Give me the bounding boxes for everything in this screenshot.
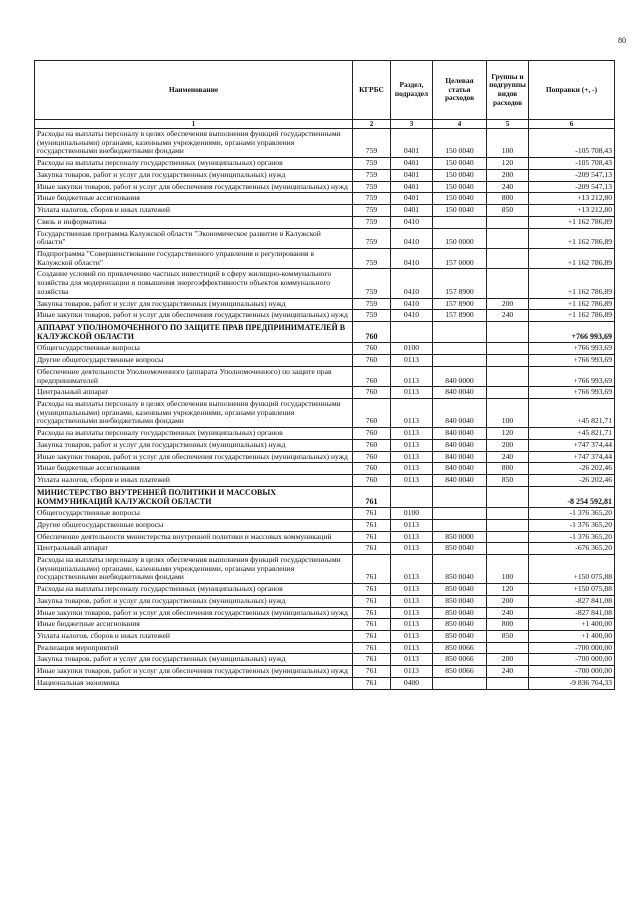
cell-name: Государственная программа Калужской области "Экономическое развитие в Калужской области": [35, 228, 353, 248]
cell-target-article: 850 0000: [433, 531, 487, 543]
table-row: [35, 607, 615, 619]
table-row: [35, 451, 615, 463]
cell-target-article: 150 0040: [433, 158, 487, 170]
table-row: [35, 543, 615, 555]
table-row: [35, 584, 615, 596]
table-row: [35, 205, 615, 217]
col-number: 3: [391, 120, 433, 129]
table-body: [35, 129, 615, 690]
cell-expense-group: 800: [487, 619, 529, 631]
cell-amendment: +13 212,80: [529, 205, 615, 217]
cell-kgrbs: 759: [353, 269, 391, 298]
cell-kgrbs: 760: [353, 463, 391, 475]
col-number: 4: [433, 120, 487, 129]
cell-amendment: -827 841,08: [529, 607, 615, 619]
cell-kgrbs: 759: [353, 181, 391, 193]
cell-kgrbs: 761: [353, 519, 391, 531]
col-header-kgrbs: КГРБС: [353, 61, 391, 120]
cell-target-article: 850 0066: [433, 654, 487, 666]
cell-expense-group: [487, 531, 529, 543]
page-number: 80: [618, 36, 626, 45]
cell-kgrbs: 761: [353, 677, 391, 689]
cell-amendment: +1 162 786,89: [529, 216, 615, 228]
cell-target-article: 840 0040: [433, 451, 487, 463]
cell-section: 0113: [391, 531, 433, 543]
table-row: [35, 169, 615, 181]
cell-section: [391, 486, 433, 507]
cell-target-article: 840 0040: [433, 463, 487, 475]
cell-section: 0113: [391, 654, 433, 666]
cell-amendment: -1 376 365,20: [529, 531, 615, 543]
col-number: 2: [353, 120, 391, 129]
cell-name: Расходы на выплаты персоналу государственных (муниципальных) органов: [35, 584, 353, 596]
cell-kgrbs: 759: [353, 298, 391, 310]
cell-kgrbs: 761: [353, 543, 391, 555]
cell-amendment: +766 993,69: [529, 343, 615, 355]
cell-expense-group: 240: [487, 310, 529, 322]
table-row: [35, 595, 615, 607]
cell-section: 0113: [391, 543, 433, 555]
cell-kgrbs: 761: [353, 607, 391, 619]
table-row: [35, 193, 615, 205]
cell-kgrbs: 761: [353, 654, 391, 666]
cell-kgrbs: 759: [353, 310, 391, 322]
cell-kgrbs: 760: [353, 428, 391, 440]
cell-kgrbs: 761: [353, 584, 391, 596]
cell-expense-group: 200: [487, 595, 529, 607]
cell-name: Центральный аппарат: [35, 387, 353, 399]
table-row: [35, 486, 615, 507]
cell-amendment: +45 821,71: [529, 398, 615, 427]
cell-expense-group: 200: [487, 298, 529, 310]
cell-target-article: [433, 508, 487, 520]
table-row: [35, 269, 615, 298]
cell-expense-group: [487, 228, 529, 248]
cell-amendment: +1 400,00: [529, 619, 615, 631]
cell-amendment: +747 374,44: [529, 451, 615, 463]
cell-kgrbs: 760: [353, 474, 391, 486]
cell-section: 0113: [391, 607, 433, 619]
cell-kgrbs: 761: [353, 554, 391, 583]
cell-section: 0410: [391, 248, 433, 268]
col-header-section: Раздел, подраздел: [391, 61, 433, 120]
cell-section: 0401: [391, 158, 433, 170]
cell-expense-group: [487, 677, 529, 689]
cell-amendment: +766 993,69: [529, 355, 615, 367]
budget-table: [34, 60, 615, 690]
cell-kgrbs: 760: [353, 343, 391, 355]
cell-target-article: 850 0040: [433, 543, 487, 555]
col-header-name: Наименование: [35, 61, 353, 120]
cell-amendment: -1 376 365,20: [529, 519, 615, 531]
cell-amendment: -1 376 365,20: [529, 508, 615, 520]
cell-section: 0113: [391, 474, 433, 486]
table-row: [35, 508, 615, 520]
cell-target-article: 150 0040: [433, 193, 487, 205]
cell-expense-group: 100: [487, 554, 529, 583]
cell-target-article: [433, 355, 487, 367]
cell-expense-group: [487, 387, 529, 399]
cell-section: 0113: [391, 519, 433, 531]
cell-expense-group: 240: [487, 666, 529, 678]
cell-expense-group: 850: [487, 474, 529, 486]
cell-section: 0410: [391, 228, 433, 248]
cell-amendment: +1 162 786,89: [529, 248, 615, 268]
cell-kgrbs: 760: [353, 387, 391, 399]
table-row: [35, 387, 615, 399]
cell-target-article: 840 0040: [433, 387, 487, 399]
cell-expense-group: 100: [487, 129, 529, 158]
table-row: [35, 463, 615, 475]
cell-section: 0113: [391, 595, 433, 607]
cell-name: Расходы на выплаты персоналу государственных (муниципальных) органов: [35, 428, 353, 440]
table-row: [35, 181, 615, 193]
cell-name: Закупка товаров, работ и услуг для государственных (муниципальных) нужд: [35, 169, 353, 181]
cell-name: Реализация мероприятий: [35, 642, 353, 654]
cell-expense-group: 200: [487, 654, 529, 666]
cell-target-article: [433, 677, 487, 689]
cell-kgrbs: 759: [353, 129, 391, 158]
col-number: 1: [35, 120, 353, 129]
cell-amendment: -26 202,46: [529, 474, 615, 486]
cell-kgrbs: 761: [353, 595, 391, 607]
cell-expense-group: [487, 321, 529, 342]
cell-target-article: 850 0066: [433, 666, 487, 678]
cell-target-article: [433, 321, 487, 342]
cell-expense-group: 240: [487, 607, 529, 619]
cell-target-article: 840 0040: [433, 428, 487, 440]
cell-kgrbs: 761: [353, 642, 391, 654]
cell-amendment: +1 162 786,89: [529, 310, 615, 322]
table-row: [35, 355, 615, 367]
cell-name: Общегосударственные вопросы: [35, 343, 353, 355]
cell-kgrbs: 760: [353, 366, 391, 386]
cell-kgrbs: 759: [353, 158, 391, 170]
cell-expense-group: 240: [487, 181, 529, 193]
cell-amendment: +150 075,88: [529, 554, 615, 583]
cell-amendment: -700 000,00: [529, 642, 615, 654]
cell-kgrbs: 759: [353, 193, 391, 205]
table-row: [35, 554, 615, 583]
cell-name: Закупка товаров, работ и услуг для государственных (муниципальных) нужд: [35, 654, 353, 666]
cell-kgrbs: 760: [353, 439, 391, 451]
cell-name: Другие общегосударственные вопросы: [35, 519, 353, 531]
cell-section: 0401: [391, 129, 433, 158]
cell-name: АППАРАТ УПОЛНОМОЧЕННОГО ПО ЗАЩИТЕ ПРАВ ПРЕДПРИНИМАТЕЛЕЙ В КАЛУЖСКОЙ ОБЛАСТИ: [35, 321, 353, 342]
cell-name: Уплата налогов, сборов и иных платежей: [35, 205, 353, 217]
cell-kgrbs: 759: [353, 205, 391, 217]
cell-name: Иные бюджетные ассигнования: [35, 619, 353, 631]
cell-amendment: -209 547,13: [529, 169, 615, 181]
cell-kgrbs: 760: [353, 398, 391, 427]
table-row: [35, 343, 615, 355]
cell-amendment: -9 836 764,33: [529, 677, 615, 689]
cell-section: 0100: [391, 343, 433, 355]
table-row: [35, 677, 615, 689]
cell-name: Общегосударственные вопросы: [35, 508, 353, 520]
cell-expense-group: [487, 543, 529, 555]
cell-section: 0410: [391, 310, 433, 322]
cell-kgrbs: 759: [353, 248, 391, 268]
cell-kgrbs: 759: [353, 169, 391, 181]
cell-expense-group: 800: [487, 193, 529, 205]
cell-expense-group: 200: [487, 439, 529, 451]
cell-target-article: 157 8900: [433, 298, 487, 310]
cell-amendment: -827 841,08: [529, 595, 615, 607]
cell-target-article: 150 0000: [433, 228, 487, 248]
cell-expense-group: 850: [487, 205, 529, 217]
cell-expense-group: 120: [487, 158, 529, 170]
cell-amendment: +1 400,00: [529, 630, 615, 642]
cell-target-article: 850 0040: [433, 595, 487, 607]
cell-name: Уплата налогов, сборов и иных платежей: [35, 630, 353, 642]
cell-section: 0113: [391, 428, 433, 440]
table-row: [35, 619, 615, 631]
cell-section: 0113: [391, 366, 433, 386]
cell-name: Иные закупки товаров, работ и услуг для обеспечения государственных (муниципальных) нужд: [35, 451, 353, 463]
cell-expense-group: [487, 508, 529, 520]
table-row: [35, 666, 615, 678]
col-header-expense-group: Группы и подгруппы видов расходов: [487, 61, 529, 120]
table-row: [35, 310, 615, 322]
table-row: [35, 321, 615, 342]
table-row: [35, 129, 615, 158]
table-row: [35, 248, 615, 268]
cell-name: Расходы на выплаты персоналу государственных (муниципальных) органов: [35, 158, 353, 170]
cell-target-article: [433, 519, 487, 531]
cell-name: Закупка товаров, работ и услуг для государственных (муниципальных) нужд: [35, 439, 353, 451]
table-row: [35, 519, 615, 531]
col-number: 6: [529, 120, 615, 129]
cell-name: Иные закупки товаров, работ и услуг для обеспечения государственных (муниципальных) нужд: [35, 310, 353, 322]
cell-amendment: -105 708,43: [529, 158, 615, 170]
cell-name: Другие общегосударственные вопросы: [35, 355, 353, 367]
cell-target-article: 850 0040: [433, 607, 487, 619]
table-row: [35, 630, 615, 642]
table-row: [35, 428, 615, 440]
cell-section: 0113: [391, 439, 433, 451]
cell-amendment: -676 365,20: [529, 543, 615, 555]
cell-amendment: -700 000,00: [529, 666, 615, 678]
cell-kgrbs: 759: [353, 228, 391, 248]
cell-section: 0410: [391, 298, 433, 310]
cell-target-article: 150 0040: [433, 205, 487, 217]
cell-expense-group: 240: [487, 451, 529, 463]
cell-section: [391, 321, 433, 342]
cell-name: Расходы на выплаты персоналу в целях обеспечения выполнения функций государственными (муниципальными) органами, казенными учреждениями, органами управления государственными внебюджетными фондами: [35, 129, 353, 158]
cell-expense-group: 850: [487, 630, 529, 642]
cell-section: 0401: [391, 169, 433, 181]
cell-kgrbs: 759: [353, 216, 391, 228]
cell-name: Уплата налогов, сборов и иных платежей: [35, 474, 353, 486]
cell-amendment: -26 202,46: [529, 463, 615, 475]
cell-name: Расходы на выплаты персоналу в целях обеспечения выполнения функций государственными (муниципальными) органами, казенными учреждениями, органами управления государственными внебюджетными фондами: [35, 398, 353, 427]
cell-name: Иные закупки товаров, работ и услуг для обеспечения государственных (муниципальных) нужд: [35, 666, 353, 678]
cell-expense-group: [487, 269, 529, 298]
cell-amendment: -105 708,43: [529, 129, 615, 158]
cell-expense-group: [487, 355, 529, 367]
cell-target-article: 840 0040: [433, 398, 487, 427]
cell-expense-group: 200: [487, 169, 529, 181]
cell-section: 0113: [391, 630, 433, 642]
table-row: [35, 642, 615, 654]
cell-target-article: 850 0040: [433, 584, 487, 596]
cell-section: 0113: [391, 463, 433, 475]
cell-amendment: +45 821,71: [529, 428, 615, 440]
cell-target-article: 850 0040: [433, 619, 487, 631]
cell-name: Иные бюджетные ассигнования: [35, 463, 353, 475]
cell-amendment: -8 254 592,81: [529, 486, 615, 507]
table-row: [35, 531, 615, 543]
cell-expense-group: [487, 343, 529, 355]
cell-target-article: 150 0040: [433, 181, 487, 193]
cell-name: МИНИСТЕРСТВО ВНУТРЕННЕЙ ПОЛИТИКИ И МАССОВЫХ КОММУНИКАЦИЙ КАЛУЖСКОЙ ОБЛАСТИ: [35, 486, 353, 507]
cell-target-article: 840 0040: [433, 474, 487, 486]
cell-name: Иные закупки товаров, работ и услуг для обеспечения государственных (муниципальных) нужд: [35, 607, 353, 619]
cell-name: Закупка товаров, работ и услуг для государственных (муниципальных) нужд: [35, 298, 353, 310]
table-row: [35, 654, 615, 666]
cell-name: Обеспечение деятельности Уполномоченного (аппарата Уполномоченного) по защите прав предпринимателей: [35, 366, 353, 386]
cell-section: 0401: [391, 181, 433, 193]
table-row: [35, 439, 615, 451]
cell-name: Закупка товаров, работ и услуг для государственных (муниципальных) нужд: [35, 595, 353, 607]
table-row: [35, 398, 615, 427]
cell-name: Центральный аппарат: [35, 543, 353, 555]
cell-target-article: 157 8900: [433, 269, 487, 298]
cell-amendment: +766 993,69: [529, 321, 615, 342]
cell-section: 0113: [391, 642, 433, 654]
col-number: 5: [487, 120, 529, 129]
cell-kgrbs: 761: [353, 508, 391, 520]
table-row: [35, 158, 615, 170]
cell-amendment: +766 993,69: [529, 366, 615, 386]
table-row: [35, 298, 615, 310]
cell-section: 0113: [391, 666, 433, 678]
header-row: [35, 61, 615, 120]
cell-section: 0113: [391, 554, 433, 583]
cell-section: 0410: [391, 269, 433, 298]
cell-kgrbs: 761: [353, 619, 391, 631]
cell-amendment: +1 162 786,89: [529, 228, 615, 248]
cell-target-article: [433, 343, 487, 355]
cell-name: Национальная экономика: [35, 677, 353, 689]
cell-expense-group: [487, 248, 529, 268]
cell-section: 0410: [391, 216, 433, 228]
cell-expense-group: 120: [487, 428, 529, 440]
cell-target-article: 850 0040: [433, 630, 487, 642]
cell-name: Связь и информатика: [35, 216, 353, 228]
cell-section: 0113: [391, 451, 433, 463]
cell-name: Расходы на выплаты персоналу в целях обеспечения выполнения функций государственными (муниципальными) органами, казенными учреждениями, органами управления государственными внебюджетными фондами: [35, 554, 353, 583]
cell-section: 0401: [391, 193, 433, 205]
col-header-amendment: Поправки (+, -): [529, 61, 615, 120]
cell-expense-group: [487, 366, 529, 386]
table-row: [35, 366, 615, 386]
cell-expense-group: [487, 642, 529, 654]
cell-amendment: -700 000,00: [529, 654, 615, 666]
cell-amendment: +13 212,80: [529, 193, 615, 205]
cell-amendment: +150 075,88: [529, 584, 615, 596]
cell-target-article: 157 8900: [433, 310, 487, 322]
cell-target-article: [433, 216, 487, 228]
cell-section: 0100: [391, 508, 433, 520]
cell-target-article: 157 0000: [433, 248, 487, 268]
cell-kgrbs: 761: [353, 630, 391, 642]
cell-expense-group: [487, 216, 529, 228]
cell-target-article: 840 0040: [433, 439, 487, 451]
cell-name: Подпрограмма "Совершенствование государственного управления и регулирования в Калужской области": [35, 248, 353, 268]
cell-section: 0113: [391, 355, 433, 367]
cell-name: Создание условий по привлечению частных инвестиций в сферу жилищно-коммунального хозяйства для модернизации и повышения энергоэффективности объектов коммунального хозяйства: [35, 269, 353, 298]
cell-kgrbs: 760: [353, 321, 391, 342]
cell-section: 0401: [391, 205, 433, 217]
cell-expense-group: 120: [487, 584, 529, 596]
cell-target-article: 850 0040: [433, 554, 487, 583]
cell-kgrbs: 760: [353, 355, 391, 367]
cell-expense-group: [487, 519, 529, 531]
cell-expense-group: 100: [487, 398, 529, 427]
col-header-target-article: Целевая статья расходов: [433, 61, 487, 120]
cell-kgrbs: 761: [353, 666, 391, 678]
cell-section: 0113: [391, 387, 433, 399]
cell-kgrbs: 761: [353, 531, 391, 543]
cell-section: 0113: [391, 584, 433, 596]
cell-target-article: 840 0000: [433, 366, 487, 386]
cell-amendment: -209 547,13: [529, 181, 615, 193]
cell-expense-group: [487, 486, 529, 507]
cell-expense-group: 800: [487, 463, 529, 475]
cell-target-article: [433, 486, 487, 507]
cell-name: Иные закупки товаров, работ и услуг для обеспечения государственных (муниципальных) нужд: [35, 181, 353, 193]
cell-target-article: 150 0040: [433, 169, 487, 181]
cell-kgrbs: 760: [353, 451, 391, 463]
cell-kgrbs: 761: [353, 486, 391, 507]
cell-target-article: 850 0066: [433, 642, 487, 654]
cell-name: Обеспечение деятельности министерства внутренней политики и массовых коммуникаций: [35, 531, 353, 543]
cell-amendment: +766 993,69: [529, 387, 615, 399]
cell-amendment: +1 162 786,89: [529, 298, 615, 310]
cell-section: 0400: [391, 677, 433, 689]
cell-name: Иные бюджетные ассигнования: [35, 193, 353, 205]
cell-amendment: +1 162 786,89: [529, 269, 615, 298]
cell-section: 0113: [391, 619, 433, 631]
cell-amendment: +747 374,44: [529, 439, 615, 451]
column-number-row: [35, 120, 615, 129]
table-row: [35, 474, 615, 486]
cell-target-article: 150 0040: [433, 129, 487, 158]
table-row: [35, 228, 615, 248]
cell-section: 0113: [391, 398, 433, 427]
table-row: [35, 216, 615, 228]
